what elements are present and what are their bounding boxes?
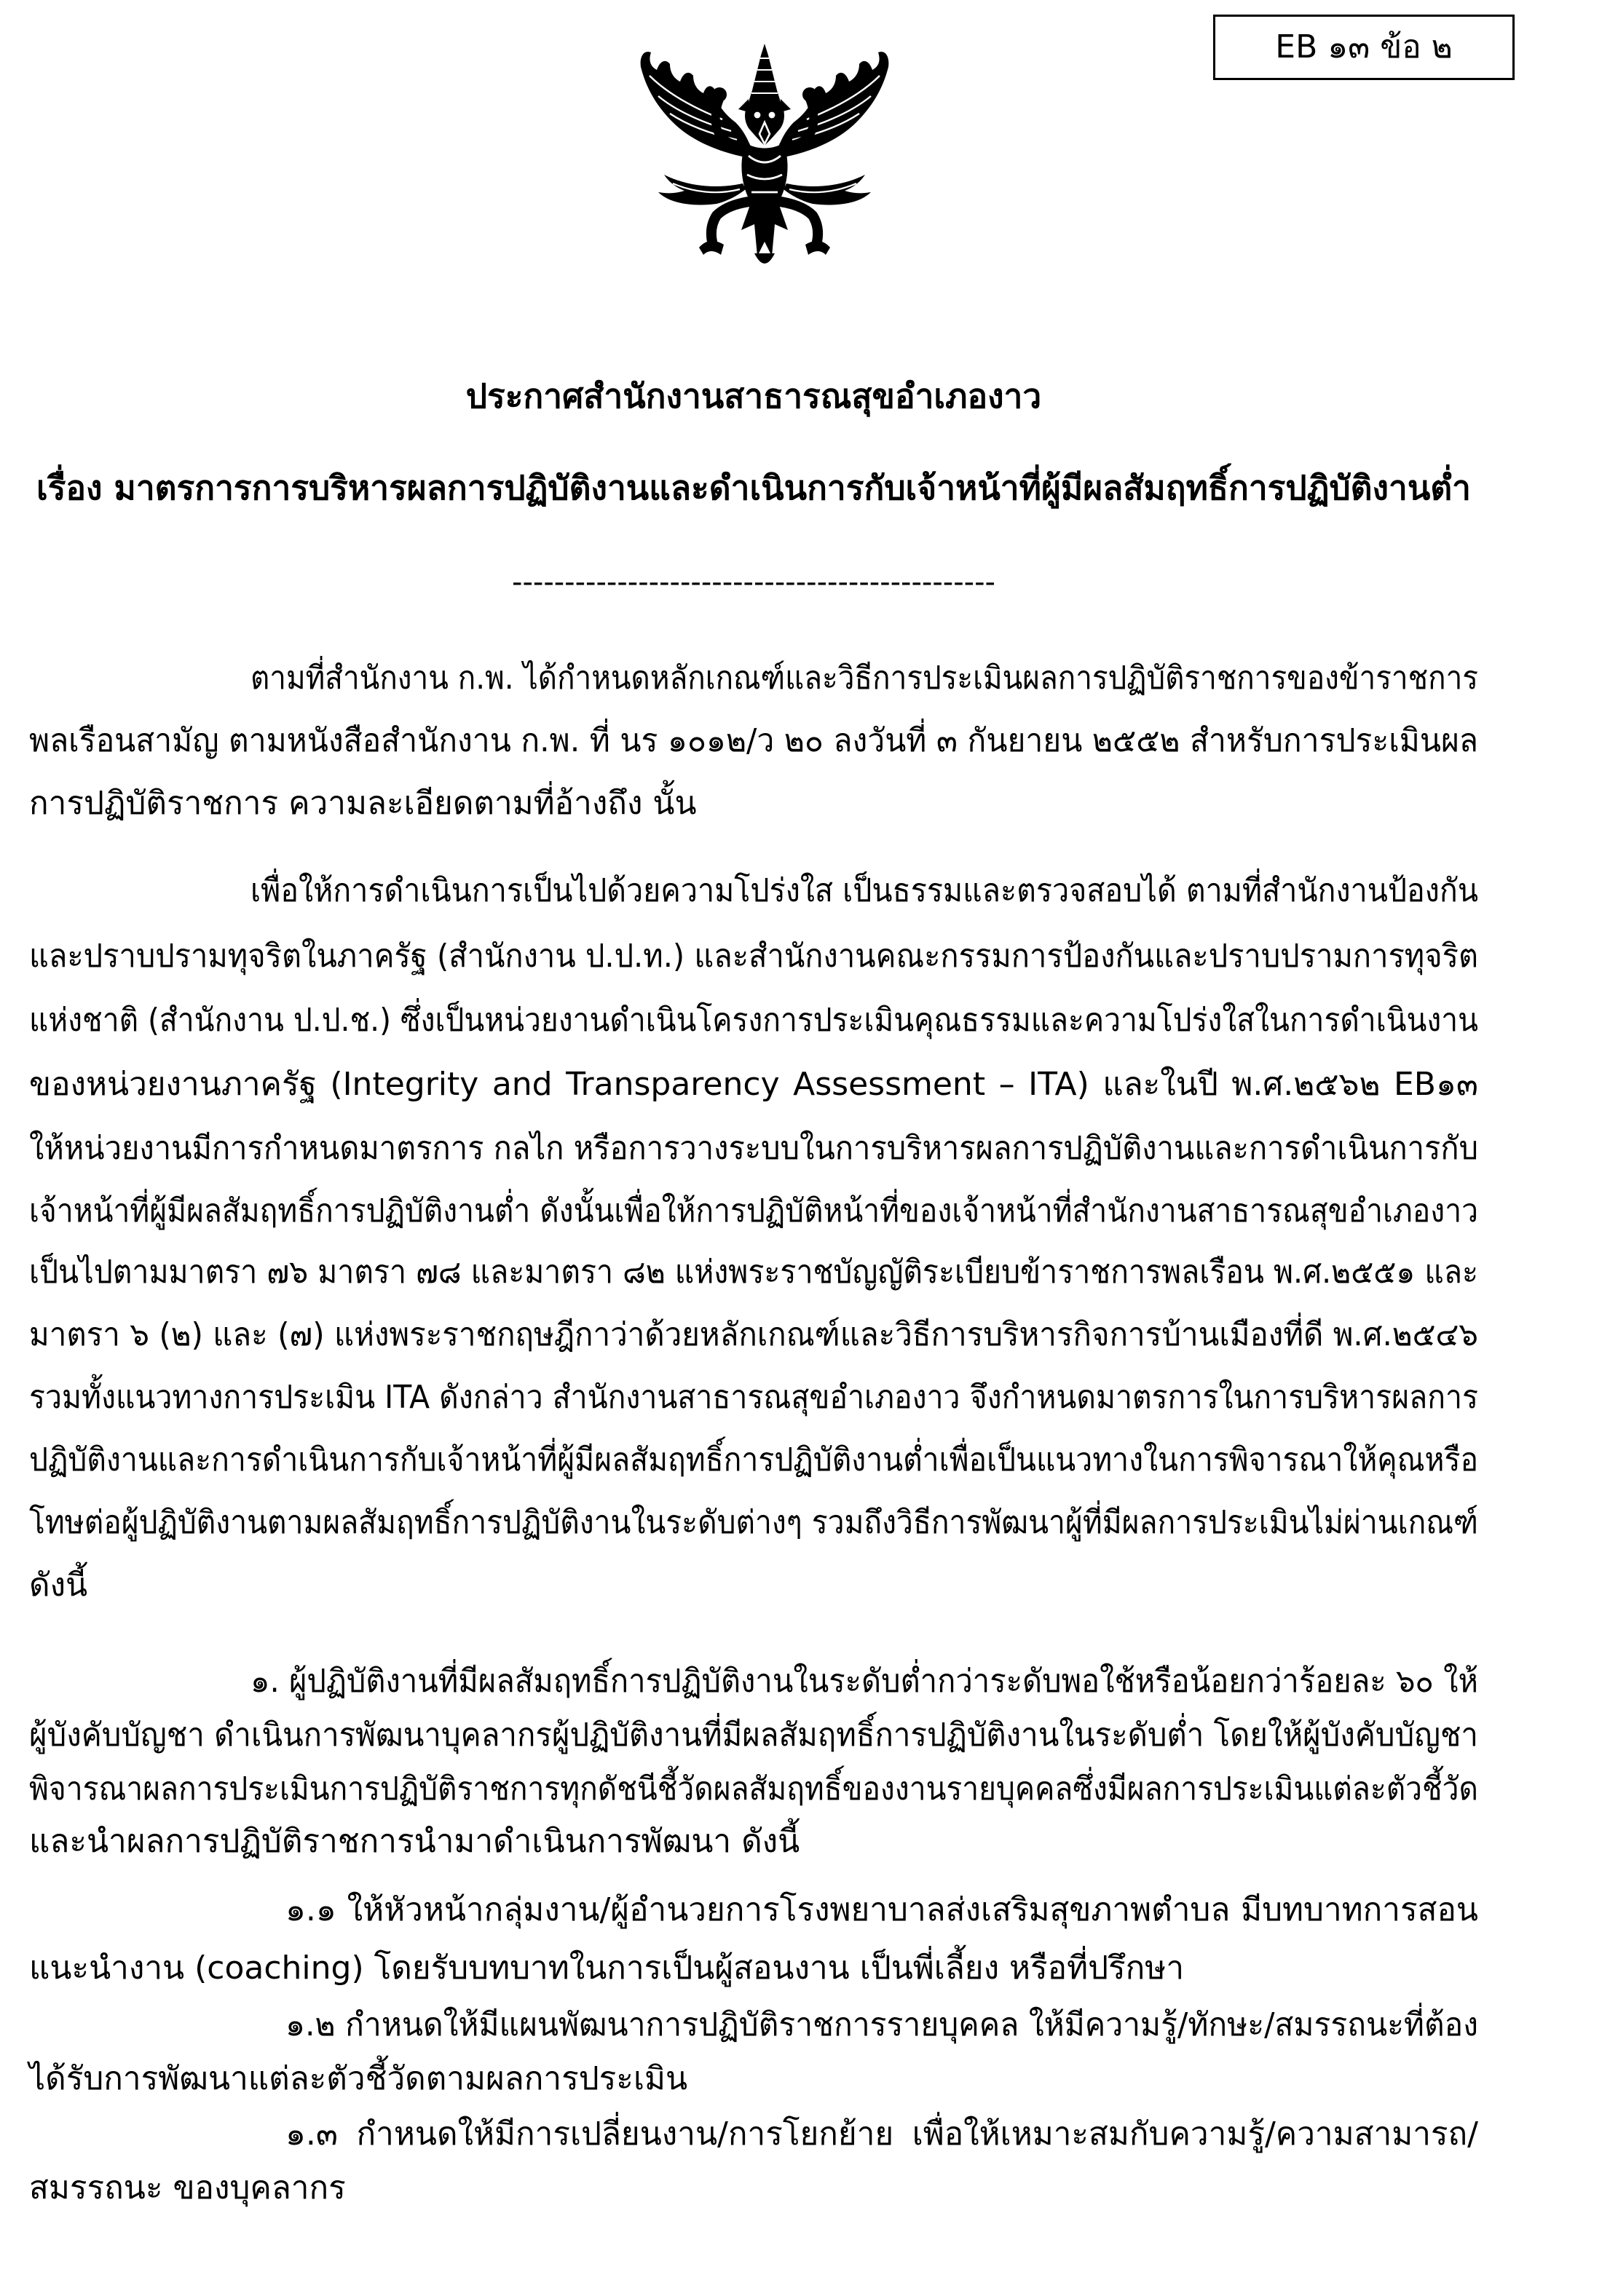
text-line: รวมทั้งแนวทางการประเมิน ITA ดังกล่าว สำนักงานสาธารณสุขอำเภองาว จึงกำหนดมาตรการในการบริหารผลการ — [29, 1379, 1478, 1416]
text-line: ตามที่สำนักงาน ก.พ. ได้กำหนดหลักเกณฑ์และวิธีการประเมินผลการปฏิบัติราชการของข้าราชการ — [250, 660, 1478, 697]
text-line: ปฏิบัติงานและการดำเนินการกับเจ้าหน้าที่ผู้มีผลสัมฤทธิ์การปฏิบัติงานต่ำเพื่อเป็นแนวทางในการพิจารณาให้คุณหรือ — [29, 1441, 1478, 1478]
text-line: มาตรา ๖ (๒) และ (๗) แห่งพระราชกฤษฎีกาว่าด้วยหลักเกณฑ์และวิธีการบริหารกิจการบ้านเมืองที่ดี พ.ศ.๒๕๔๖ — [29, 1316, 1478, 1353]
text-line: เพื่อให้การดำเนินการเป็นไปด้วยความโปร่งใส เป็นธรรมและตรวจสอบได้ ตามที่สำนักงานป้องกัน — [250, 872, 1478, 909]
text-line: ให้หน่วยงานมีการกำหนดมาตรการ กลไก หรือการวางระบบในการบริหารผลการปฏิบัติงานและการดำเนินการกับ — [29, 1130, 1478, 1167]
text-line: ๑.๑ ให้หัวหน้ากลุ่มงาน/ผู้อำนวยการโรงพยาบาลส่งเสริมสุขภาพตำบล มีบทบาทการสอน — [285, 1891, 1478, 1928]
text-line: แห่งชาติ (สำนักงาน ป.ป.ช.) ซึ่งเป็นหน่วยงานดำเนินโครงการประเมินคุณธรรมและความโปร่งใสในการดำเนินงาน — [29, 1002, 1478, 1039]
text-line: พิจารณาผลการประเมินการปฏิบัติราชการทุกดัชนีชี้วัดผลสัมฤทธิ์ของงานรายบุคคลซึ่งมีผลการประเมินแต่ละตัวชี้วัด — [29, 1770, 1478, 1808]
text-line: ๑.๒ กำหนดให้มีแผนพัฒนาการปฏิบัติราชการรายบุคคล ให้มีความรู้/ทักษะ/สมรรถนะที่ต้อง — [285, 2006, 1478, 2043]
text-line: แนะนำงาน (coaching) โดยรับบทบาทในการเป็นผู้สอนงาน เป็นพี่เลี้ยง หรือที่ปรึกษา — [29, 1949, 1185, 1987]
garuda-emblem — [626, 41, 903, 274]
text-line: และนำผลการปฏิบัติราชการนำมาดำเนินการพัฒนา ดังนี้ — [29, 1823, 800, 1860]
text-line: ผู้บังคับบัญชา ดำเนินการพัฒนาบุคลากรผู้ปฏิบัติงานที่มีผลสัมฤทธิ์การปฏิบัติงานในระดับต่ำ โดยให้ผู้บังคับบัญชา — [29, 1717, 1478, 1754]
document-code-box — [1213, 15, 1515, 80]
text-line: โทษต่อผู้ปฏิบัติงานตามผลสัมฤทธิ์การปฏิบัติงานในระดับต่างๆ รวมถึงวิธีการพัฒนาผู้ที่มีผลการประเมินไม่ผ่านเกณฑ์ — [29, 1504, 1478, 1541]
text-line: ดังนี้ — [29, 1567, 88, 1604]
text-line: ๑.๓ กำหนดให้มีการเปลี่ยนงาน/การโยกย้าย เพื่อให้เหมาะสมกับความรู้/ความสามารถ/ — [285, 2115, 1478, 2153]
text-line: เป็นไปตามมาตรา ๗๖ มาตรา ๗๘ และมาตรา ๘๒ แห่งพระราชบัญญัติระเบียบข้าราชการพลเรือน พ.ศ.๒๕๕๑ และ — [29, 1254, 1478, 1291]
text-line: ของหน่วยงานภาครัฐ (Integrity and Transparency Assessment – ITA) และในปี พ.ศ.๒๕๖๒ EB๑๓ — [29, 1066, 1478, 1103]
separator-line: ---------------------------------------------- — [512, 566, 995, 599]
text-line: และปราบปรามทุจริตในภาครัฐ (สำนักงาน ป.ป.ท.) และสำนักงานคณะกรรมการป้องกันและปราบปรามการทุจริต — [29, 938, 1478, 975]
announcement-title: ประกาศสำนักงานสาธารณสุขอำเภองาว — [465, 376, 1042, 416]
document-code: EB ๑๓ ข้อ ๒ — [1275, 28, 1453, 66]
text-line: เจ้าหน้าที่ผู้มีผลสัมฤทธิ์การปฏิบัติงานต่ำ ดังนั้นเพื่อให้การปฏิบัติหน้าที่ของเจ้าหน้าที่สำนักงานสาธารณสุขอำเภองาว — [29, 1192, 1478, 1230]
announcement-subject: เรื่อง มาตรการการบริหารผลการปฏิบัติงานและดำเนินการกับเจ้าหน้าที่ผู้มีผลสัมฤทธิ์การปฏิบัติงานต่ำ — [36, 468, 1471, 507]
text-line: ได้รับการพัฒนาแต่ละตัวชี้วัดตามผลการประเมิน — [29, 2060, 688, 2097]
text-line: สมรรถนะ ของบุคลากร — [29, 2169, 346, 2206]
text-line: การปฏิบัติราชการ ความละเอียดตามที่อ้างถึง นั้น — [29, 785, 697, 822]
text-line: พลเรือนสามัญ ตามหนังสือสำนักงาน ก.พ. ที่ นร ๑๐๑๒/ว ๒๐ ลงวันที่ ๓ กันยายน ๒๕๕๒ สำหรับการประเมินผล — [29, 722, 1478, 759]
text-line: ๑. ผู้ปฏิบัติงานที่มีผลสัมฤทธิ์การปฏิบัติงานในระดับต่ำกว่าระดับพอใช้หรือน้อยกว่าร้อยละ ๖๐ ให้ — [250, 1663, 1478, 1700]
